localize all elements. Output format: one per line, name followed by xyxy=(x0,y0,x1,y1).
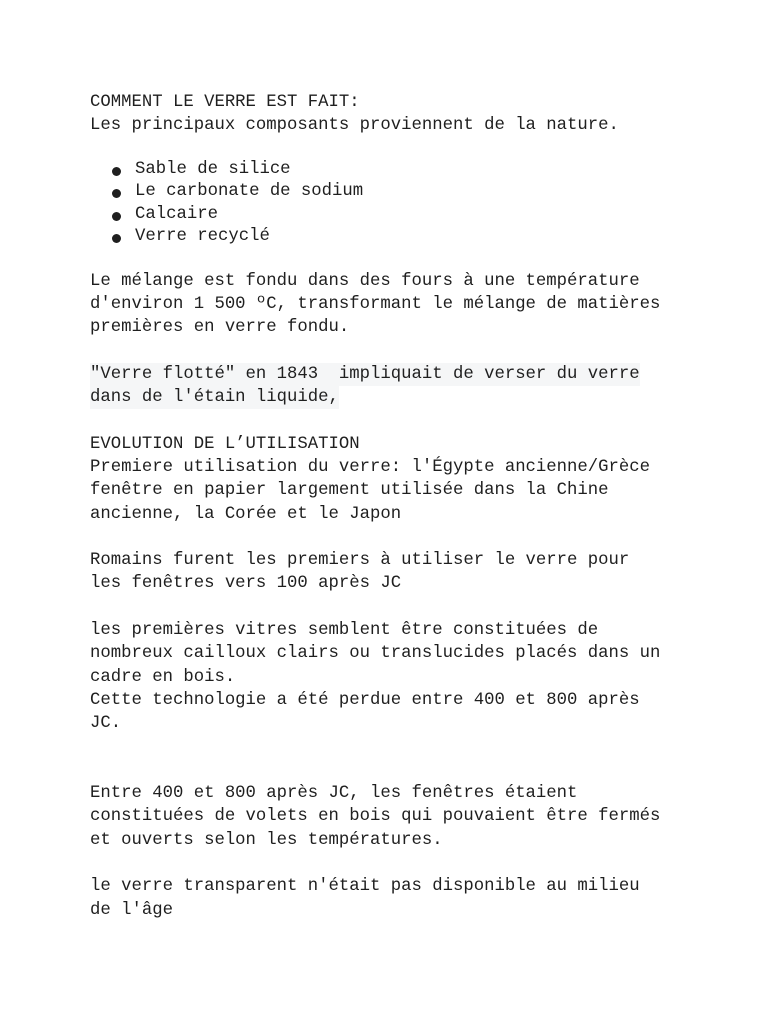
middle-ages-paragraph: le verre transparent n'était pas disponible au milieu de l'âge xyxy=(90,877,640,920)
components-list xyxy=(90,159,730,249)
section-heading-evolution: EVOLUTION DE L’UTILISATION xyxy=(90,434,360,454)
shutters-paragraph: Entre 400 et 800 après JC, les fenêtres étaient constituées de volets en bois qui pouvaient être fermés et ouverts selon les températures. xyxy=(90,784,661,850)
melting-paragraph: Le mélange est fondu dans des fours à une température d'environ 1 500 ºC, transformant le mélange de matières premières en verre fondu. xyxy=(90,271,661,338)
list-item: Sable de silice xyxy=(112,159,730,182)
list-item: Verre recyclé xyxy=(112,226,730,249)
bullet-icon xyxy=(112,212,121,221)
list-item: Calcaire xyxy=(112,204,730,227)
bullet-icon xyxy=(112,189,121,198)
romans-paragraph: Romains furent les premiers à utiliser le verre pour les fenêtres vers 100 après JC xyxy=(90,551,630,594)
section-heading-fabrication: COMMENT LE VERRE EST FAIT: xyxy=(90,93,360,112)
bullet-icon xyxy=(112,234,121,243)
first-use-paragraph: Premiere utilisation du verre: l'Égypte ancienne/Grèce fenêtre en papier largement utilisée dans la Chine ancienne, la Corée et le Japon xyxy=(90,457,651,524)
document-page xyxy=(90,91,730,922)
first-windows-paragraph: les premières vitres semblent être constituées de nombreux cailloux clairs ou translucides placés dans un cadre en bois. Cette technologie a été perdue entre 400 et 800 après JC. xyxy=(90,621,661,734)
float-glass-paragraph: "Verre flotté" en 1843 impliquait de verser du verre dans de l'étain liquide, xyxy=(90,363,730,410)
intro-text: Les principaux composants proviennent de la nature. xyxy=(90,116,619,136)
bullet-icon xyxy=(112,167,121,176)
list-item: Le carbonate de sodium xyxy=(112,181,730,204)
